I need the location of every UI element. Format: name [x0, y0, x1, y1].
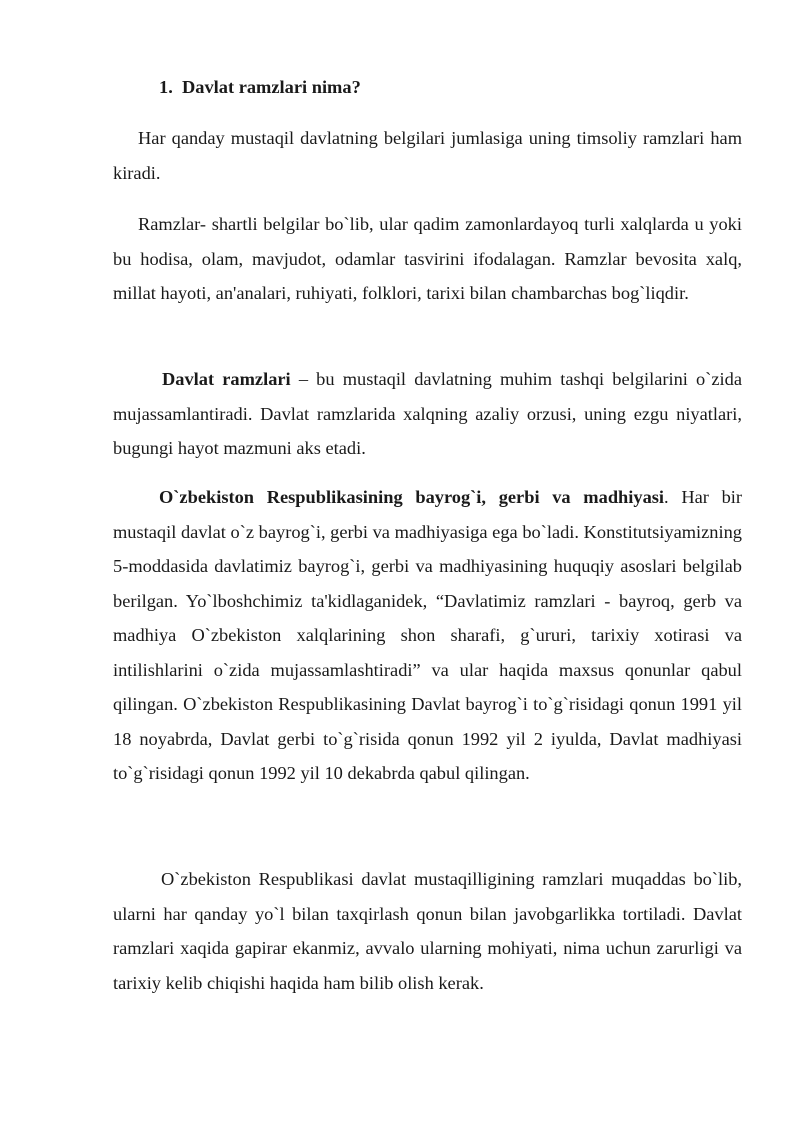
paragraph-state-symbols: [113, 362, 742, 466]
paragraph-flag-emblem-anthem: [113, 480, 742, 791]
flag-emblem-anthem-text: . Har bir mustaqil davlat o`z bayrog`i, gerbi va madhiyasiga ega bo`ladi. Konstitutsiyamizning 5-moddasida davlatimiz bayrog`i, gerbi va madhiyasining huquqiy asoslari belgilab berilgan. Yo`lboshchimiz ta'kidlaganidek, “Davlatimiz ramzlari - bayroq, gerb va madhiya O`zbekiston xalqlarining shon sharafi, g`ururi, tarixiy xotirasi va intilishlarini o`zida mujassamlashtiradi” va ular haqida maxsus qonunlar qabul qilingan. O`zbekiston Respublikasining Davlat bayrog`i to`g`risidagi qonun 1991 yil 18 noyabrda, Davlat gerbi to`g`risida qonun 1992 yil 2 iyulda, Davlat madhiyasi to`g`risidagi qonun 1992 yil 10 dekabrda qabul qilingan.: [113, 487, 743, 783]
state-symbols-text: – bu mustaqil davlatning muhim tashqi belgilarini o`zida mujassamlantiradi. Davlat ramzlarida xalqning azaliy orzusi, uning ezgu niyatlari, bugungi hayot mazmuni aks etadi.: [113, 369, 742, 458]
paragraph-symbols-definition: Ramzlar- shartli belgilar bo`lib, ular qadim zamonlardayoq turli xalqlarda u yoki bu hodisa, olam, mavjudot, odamlar tasvirini ifodalagan. Ramzlar bevosita xalq, millat hayoti, an'analari, ruhiyati, folklori, tarixi bilan chambarchas bog`liqdir.: [113, 214, 742, 303]
paragraph-symbols-intro: Har qanday mustaqil davlatning belgilari jumlasiga uning timsoliy ramzlari ham kiradi.: [113, 128, 742, 183]
paragraph-sacred-symbols: O`zbekiston Respublikasi davlat mustaqilligining ramzlari muqaddas bo`lib, ularni har qanday yo`l bilan taxqirlash qonun bilan javobgarlikka tortiladi. Davlat ramzlari xaqida gapirar ekanmiz, avvalo ularning mohiyati, nima uchun zarurligi va tarixiy kelib chiqishi haqida ham bilib olish kerak.: [113, 869, 742, 993]
heading-number: 1.: [159, 77, 173, 97]
state-symbols-term: Davlat ramzlari: [162, 369, 291, 389]
flag-emblem-anthem-term: O`zbekiston Respublikasining bayrog`i, gerbi va madhiyasi: [159, 487, 665, 507]
section-heading: [159, 70, 361, 105]
heading-title: Davlat ramzlari nima?: [182, 77, 361, 97]
